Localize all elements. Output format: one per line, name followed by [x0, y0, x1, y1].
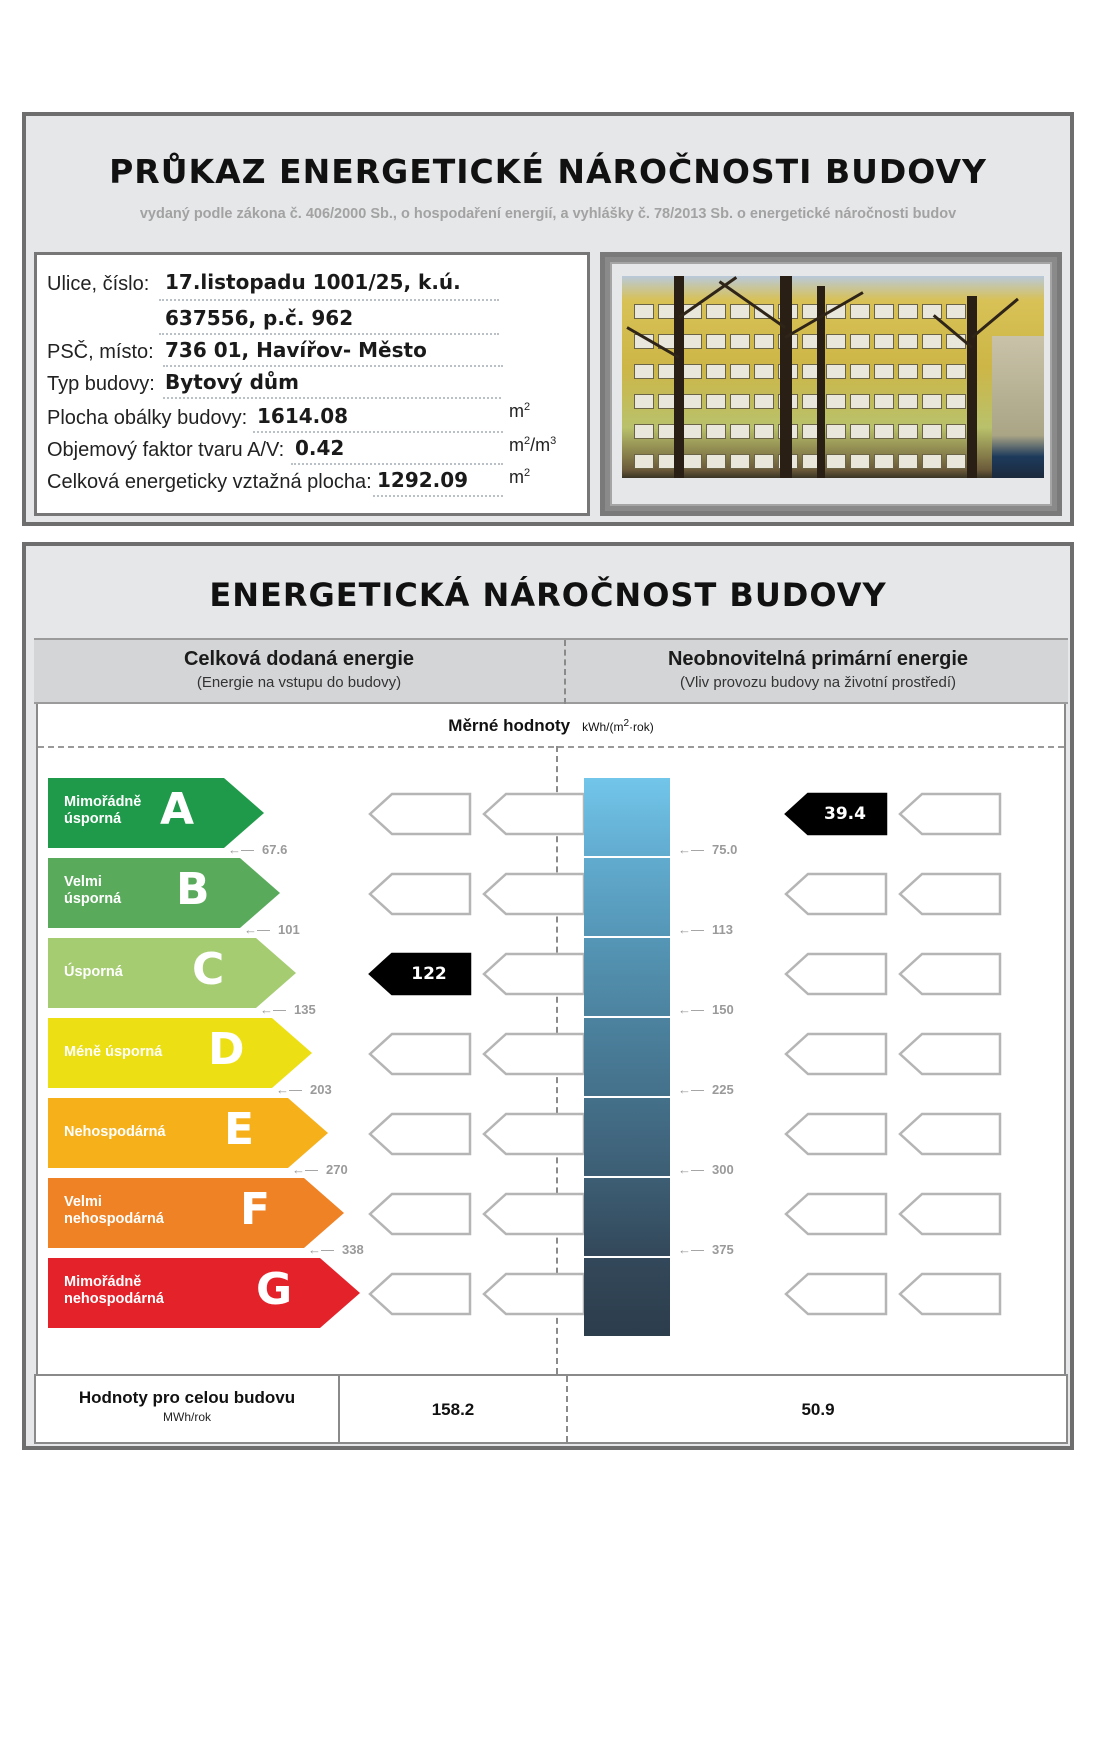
envelope-label: Plocha obálky budovy:: [47, 407, 248, 429]
delivered-energy-total: 158.2: [431, 1400, 475, 1419]
energy-class-letter: G: [256, 1264, 293, 1315]
energy-class-name: Mimořádně nehospodárná: [64, 1274, 164, 1307]
energy-class-name: Velmi nehospodárná: [64, 1194, 164, 1227]
energy-class-letter: F: [240, 1184, 271, 1235]
delivered-energy-tag-alt-g: [482, 1272, 586, 1316]
city-label: PSČ, místo:: [47, 341, 154, 363]
certificate-legal-subtitle: vydaný podle zákona č. 406/2000 Sb., o hospodaření energií, a vyhlášky č. 78/2013 Sb. o energetické náročnosti budov: [139, 206, 957, 222]
dotted-line: [163, 397, 501, 399]
delivered-threshold: ←— 270: [292, 1162, 348, 1177]
primary-energy-tag-alt-b: [898, 872, 1002, 916]
primary-threshold: ←— 113: [678, 922, 733, 937]
building-totals-row: [34, 1374, 1068, 1444]
primary-energy-tag-e: [784, 1112, 888, 1156]
type-label: Typ budovy:: [47, 373, 155, 395]
delivered-threshold: ←— 338: [308, 1242, 364, 1257]
primary-threshold: ←— 225: [678, 1082, 734, 1097]
envelope-row: [47, 401, 531, 435]
primary-energy-tag-f: [784, 1192, 888, 1236]
shape-factor-row: [47, 435, 557, 467]
primary-energy-tag-g: [784, 1272, 888, 1316]
primary-energy-total: 50.9: [801, 1400, 835, 1419]
primary-energy-tag-alt-g: [898, 1272, 1002, 1316]
delivered-energy-tag-alt-a: [482, 792, 586, 836]
delivered-energy-heading: Celková dodaná energie: [183, 648, 415, 670]
primary-scale-segment-e: [584, 1098, 670, 1176]
certificate-title: PRŮKAZ ENERGETICKÉ NÁROČNOSTI BUDOVY: [109, 152, 987, 191]
reference-area-unit: $m^2$: [509, 467, 531, 487]
energy-class-letter: D: [208, 1024, 245, 1075]
primary-threshold: ←— 375: [678, 1242, 734, 1257]
dotted-line: [373, 495, 503, 497]
primary-energy-tag-alt-a: [898, 792, 1002, 836]
energy-class-name: Mimořádně úsporná: [64, 794, 142, 827]
primary-energy-scale: [584, 778, 670, 1338]
energy-class-name: Velmi úsporná: [64, 874, 122, 907]
street-value-line2: 637556, p.č. 962: [165, 306, 354, 330]
delivered-energy-tag-alt-e: [482, 1112, 586, 1156]
energy-class-letter: B: [176, 864, 210, 915]
delivered-energy-tag-alt-b: [482, 872, 586, 916]
primary-scale-segment-f: [584, 1178, 670, 1256]
reference-area-value: 1292.09: [377, 468, 469, 492]
building-photo: [622, 276, 1044, 478]
rating-title: ENERGETICKÁ NÁROČNOST BUDOVY: [209, 576, 887, 614]
primary-scale-segment-a: [584, 778, 670, 856]
reference-area-label: Celková energeticky vztažná plocha:: [47, 471, 372, 493]
primary-energy-tag-alt-e: [898, 1112, 1002, 1156]
delivered-energy-tag-b: [368, 872, 472, 916]
energy-class-bar-d: [48, 1018, 312, 1088]
type-row: [47, 370, 300, 401]
primary-energy-tag-d: [784, 1032, 888, 1076]
primary-energy-subheading: (Vliv provozu budovy na životní prostředí): [680, 674, 956, 691]
energy-class-bar-a: [48, 778, 264, 848]
dotted-line: [163, 365, 503, 367]
column-headers: [34, 638, 1068, 704]
primary-energy-tag-a: [784, 792, 888, 836]
primary-scale-segment-c: [584, 938, 670, 1016]
building-totals-label: Hodnoty pro celou budovu: [78, 1388, 296, 1407]
energy-class-name: Úsporná: [64, 964, 123, 980]
building-totals-label-cell: [36, 1376, 340, 1442]
energy-class-letter: C: [192, 944, 225, 995]
envelope-value: 1614.08: [257, 404, 349, 428]
delivered-energy-tag-alt-f: [482, 1192, 586, 1236]
delivered-energy-tag-d: [368, 1032, 472, 1076]
rating-value: 122: [411, 964, 447, 984]
specific-values-label: Měrné hodnoty kWh/$(m^2\cdot rok)$: [448, 716, 654, 735]
city-value: 736 01, Havířov- Město: [165, 338, 427, 362]
primary-scale-segment-g: [584, 1258, 670, 1336]
type-value: Bytový dům: [165, 370, 300, 394]
energy-class-bar-b: [48, 858, 280, 928]
delivered-energy-tag-alt-c: [482, 952, 586, 996]
building-totals-unit: MWh/rok: [163, 1410, 211, 1424]
envelope-unit: $m^2$: [509, 401, 531, 421]
delivered-threshold: ←— 135: [260, 1002, 316, 1017]
building-info-panel: [34, 252, 590, 516]
delivered-energy-tag-alt-d: [482, 1032, 586, 1076]
delivered-energy-tag-f: [368, 1192, 472, 1236]
delivered-energy-tag-g: [368, 1272, 472, 1316]
energy-class-letter: A: [160, 784, 195, 835]
reference-area-row: [47, 467, 531, 499]
dotted-line: [253, 431, 503, 433]
rating-value: 39.4: [824, 804, 866, 824]
energy-class-name: Méně úsporná: [64, 1044, 163, 1060]
primary-energy-tag-alt-f: [898, 1192, 1002, 1236]
delivered-threshold: ←— 67.6: [228, 842, 288, 857]
delivered-energy-subheading: (Energie na vstupu do budovy): [196, 674, 402, 691]
building-photo-frame: [600, 252, 1062, 516]
energy-class-name: Nehospodárná: [64, 1124, 166, 1140]
primary-energy-heading: Neobnovitelná primární energie: [667, 648, 969, 670]
primary-scale-segment-b: [584, 858, 670, 936]
delivered-energy-tag-c: [368, 952, 472, 996]
primary-threshold: ←— 75.0: [678, 842, 738, 857]
energy-class-bar-f: [48, 1178, 344, 1248]
delivered-threshold: ←— 203: [276, 1082, 332, 1097]
column-divider: [564, 640, 566, 704]
street-value: 17.listopadu 1001/25, k.ú.: [165, 270, 461, 294]
delivered-energy-tag-e: [368, 1112, 472, 1156]
shape-factor-label: Objemový faktor tvaru A/V:: [47, 439, 285, 461]
dotted-line: [291, 463, 503, 465]
primary-energy-tag-alt-d: [898, 1032, 1002, 1076]
primary-threshold: ←— 150: [678, 1002, 734, 1017]
energy-class-letter: E: [224, 1104, 255, 1155]
delivered-energy-tag-a: [368, 792, 472, 836]
dotted-line: [159, 299, 499, 301]
shape-factor-value: 0.42: [295, 436, 345, 460]
energy-rating-card: [22, 542, 1074, 1450]
primary-threshold: ←— 300: [678, 1162, 734, 1177]
delivered-threshold: ←— 101: [244, 922, 300, 937]
primary-energy-tag-alt-c: [898, 952, 1002, 996]
energy-class-bar-c: [48, 938, 296, 1008]
street-label: Ulice, číslo:: [47, 273, 150, 295]
primary-scale-segment-d: [584, 1018, 670, 1096]
city-row: [47, 338, 427, 369]
energy-class-bar-g: [48, 1258, 360, 1328]
primary-energy-tag-c: [784, 952, 888, 996]
dotted-line: [159, 333, 499, 335]
dashed-separator: [38, 746, 1064, 748]
shape-factor-unit: $m^2/m^3$: [509, 435, 557, 455]
rating-chart-area: [36, 704, 1066, 1374]
street-row: [47, 270, 461, 301]
certificate-header-card: [22, 112, 1074, 526]
energy-class-bar-e: [48, 1098, 328, 1168]
primary-energy-tag-b: [784, 872, 888, 916]
